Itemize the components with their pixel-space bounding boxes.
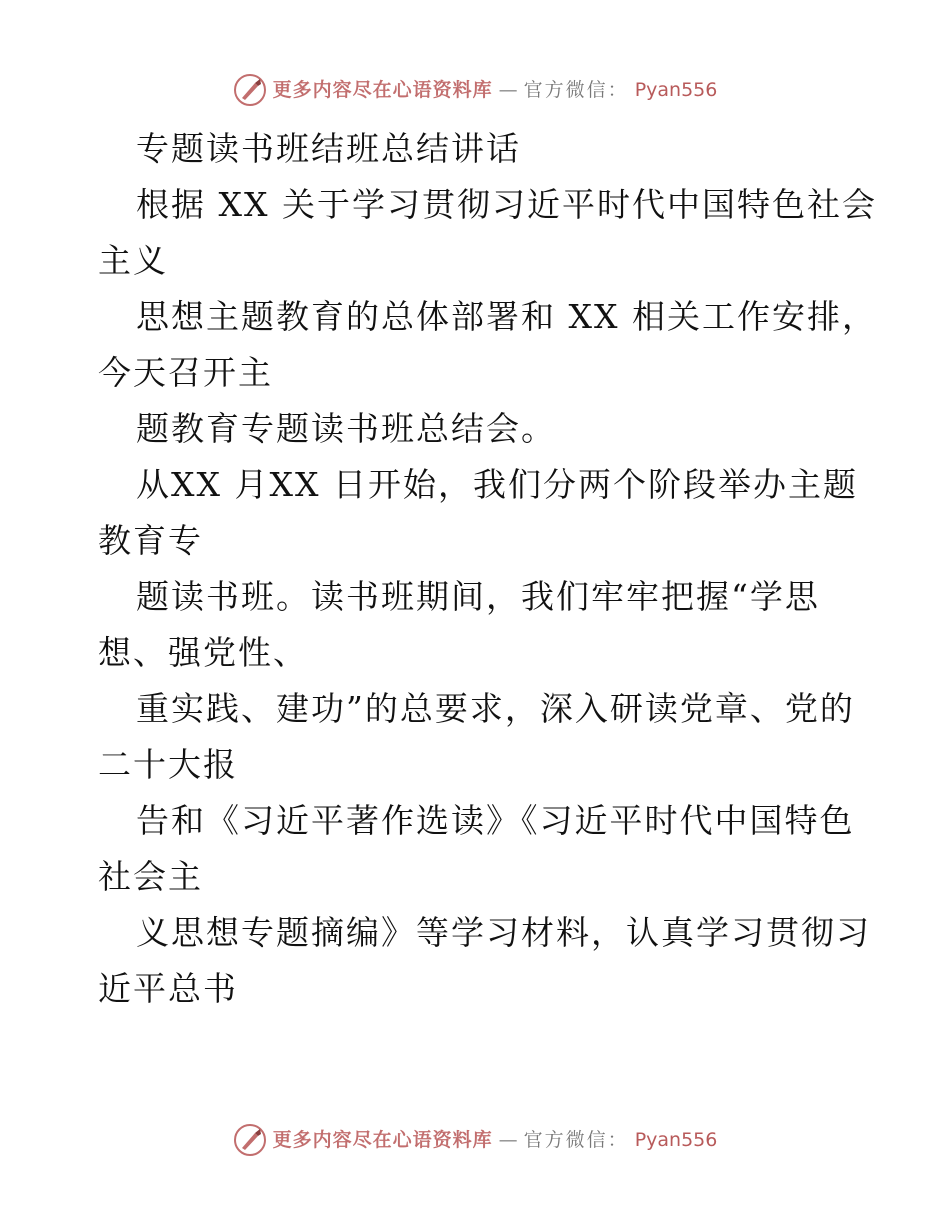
paragraph-line: 义思想专题摘编》等学习材料，认真学习贯彻习 bbox=[136, 913, 871, 952]
paragraph-line: 近平总书 bbox=[98, 969, 238, 1008]
document-body bbox=[98, 121, 877, 1017]
watermark-wechat-id: Pyan556 bbox=[634, 1129, 718, 1151]
paragraph-line: 题教育专题读书班总结会。 bbox=[136, 409, 556, 448]
watermark-main-text: 更多内容尽在心语资料库 bbox=[272, 79, 493, 101]
paragraph-line: 今天召开主 bbox=[98, 353, 273, 392]
watermark-wechat-id: Pyan556 bbox=[634, 79, 718, 101]
quill-pen-logo-icon bbox=[233, 1123, 267, 1157]
paragraph-line: 教育专 bbox=[98, 521, 203, 560]
header-watermark bbox=[0, 73, 950, 107]
quill-pen-logo-icon bbox=[233, 73, 267, 107]
paragraph-line: 重实践、建功”的总要求，深入研读党章、党的 bbox=[136, 689, 855, 728]
paragraph-line: 题读书班。读书班期间，我们牢牢把握“学思 bbox=[136, 577, 820, 616]
footer-watermark bbox=[0, 1123, 950, 1157]
paragraph-line: 从XX 月XX 日开始，我们分两个阶段举办主题 bbox=[136, 465, 858, 504]
paragraph-line: 思想主题教育的总体部署和 XX 相关工作安排， bbox=[136, 297, 877, 336]
paragraph-line: 想、强党性、 bbox=[98, 633, 308, 672]
document-title: 专题读书班结班总结讲话 bbox=[136, 129, 521, 168]
watermark-separator: — bbox=[498, 1129, 518, 1151]
paragraph-line: 告和《习近平著作选读》《习近平时代中国特色 bbox=[136, 801, 855, 840]
paragraph-line: 社会主 bbox=[98, 857, 203, 896]
paragraph-line: 根据 XX 关于学习贯彻习近平时代中国特色社会 bbox=[136, 185, 877, 224]
watermark-main-text: 更多内容尽在心语资料库 bbox=[272, 1129, 493, 1151]
watermark-wechat-label: 官方微信： bbox=[523, 1129, 629, 1151]
paragraph-line: 二十大报 bbox=[98, 745, 238, 784]
watermark-wechat-label: 官方微信： bbox=[523, 79, 629, 101]
watermark-separator: — bbox=[498, 79, 518, 101]
paragraph-line: 主义 bbox=[98, 241, 168, 280]
